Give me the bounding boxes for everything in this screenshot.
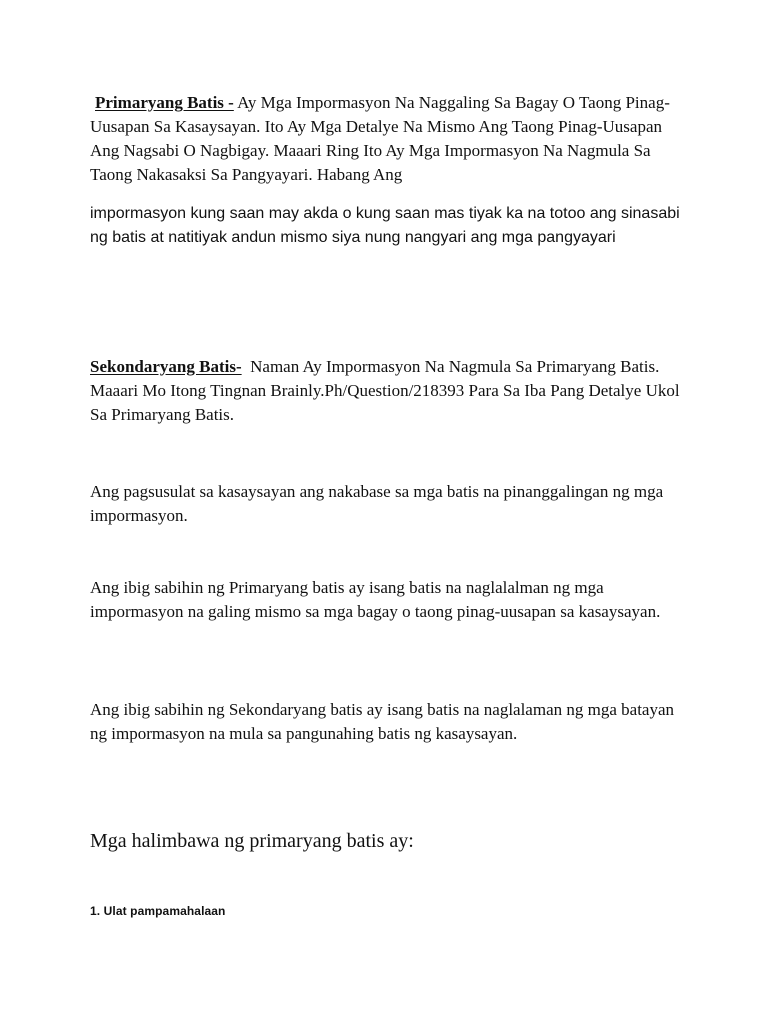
paragraph-primaryang-definition	[90, 576, 690, 624]
paragraph-impormasyon	[90, 202, 690, 250]
term-sekondaryang-batis: Sekondaryang Batis-	[90, 357, 242, 376]
paragraph-sekondaryang-definition	[90, 698, 690, 746]
list-item: 1. Ulat pampamahalaan	[90, 904, 226, 918]
paragraph-primaryang-batis	[90, 91, 690, 187]
paragraph-pagsusulat	[90, 480, 690, 528]
paragraph-text: Naman Ay Impormasyon Na Nagmula Sa Primaryang Batis. Maaari Mo Itong Tingnan Brainly.Ph/Question/218393 Para Sa Iba Pang Detalye Ukol Sa Primaryang Batis.	[90, 357, 684, 424]
term-primaryang-batis: Primaryang Batis -	[95, 93, 234, 112]
paragraph-text: Ang ibig sabihin ng Sekondaryang batis ay isang batis na naglalaman ng mga batayan ng impormasyon na mula sa pangunahing batis ng kasaysayan.	[90, 700, 675, 743]
examples-heading: Mga halimbawa ng primaryang batis ay:	[90, 830, 414, 852]
paragraph-text: impormasyon kung saan may akda o kung saan mas tiyak ka na totoo ang sinasabi ng batis at natitiyak andun mismo siya nung nangyari ang mga pangyayari	[90, 205, 680, 246]
paragraph-text: Ang pagsusulat sa kasaysayan ang nakabase sa mga batis na pinanggalingan ng mga impormasyon.	[90, 482, 664, 525]
paragraph-text: Ay Mga Impormasyon Na Naggaling Sa Bagay O Taong Pinag-Uusapan Sa Kasaysayan. Ito Ay Mga Detalye Na Mismo Ang Taong Pinag-Uusapan Ang Nagsabi O Nagbigay. Maaari Ring Ito Ay Mga Impormasyon Na Nagmula Sa Taong Nakasaksi Sa Pangyayari. Habang Ang	[90, 93, 670, 184]
paragraph-sekondaryang-batis	[90, 355, 690, 427]
paragraph-text: Ang ibig sabihin ng Primaryang batis ay isang batis na naglalalman ng mga impormasyon na galing mismo sa mga bagay o taong pinag-uusapan sa kasaysayan.	[90, 578, 661, 621]
